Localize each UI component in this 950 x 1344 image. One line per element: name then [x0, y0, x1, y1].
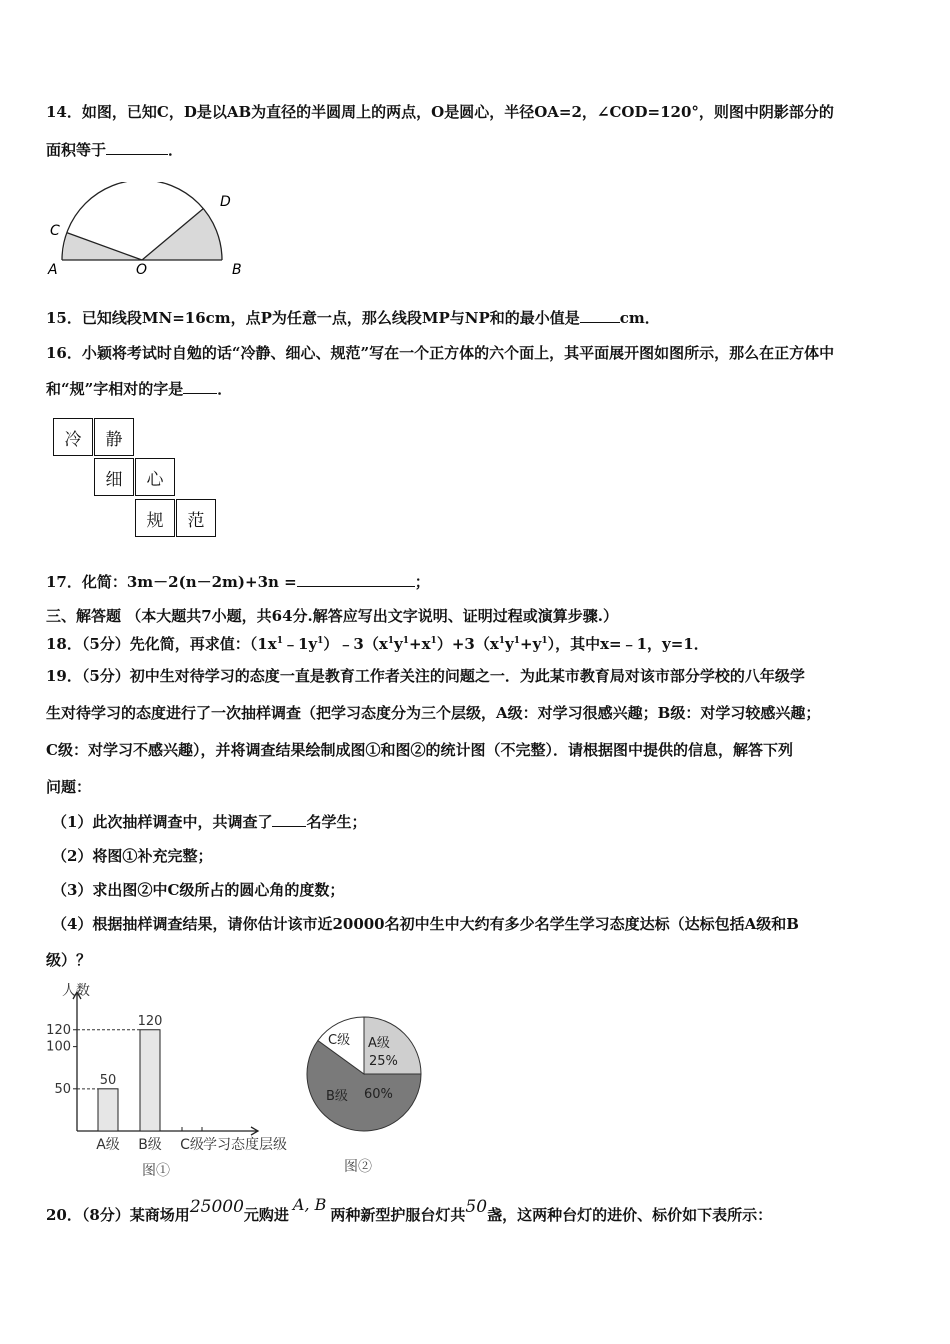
q18-part: y: [394, 635, 403, 653]
pie-chart: [300, 1010, 440, 1140]
q16-line2: [46, 379, 232, 399]
q18-sup: 1: [498, 636, 506, 646]
q15: [46, 308, 660, 328]
q17-end: ；: [414, 573, 430, 591]
q14-line1: 14．如图，已知C，D是以AB为直径的半圆周上的两点，O是圆心，半径OA=2，∠COD=120°，则图中阴影部分的: [46, 103, 834, 121]
point-a: A: [48, 262, 58, 278]
q18-part: ），其中x=﹣1，y=1．: [547, 635, 709, 653]
q14-line2: [46, 140, 183, 160]
q20-part: 盏，这两种台灯的进价、标价如下表所示：: [487, 1206, 773, 1224]
answer-blank: [183, 379, 217, 394]
q16-line1: 16．小颖将考试时自勉的话“冷静、细心、规范”写在一个正方体的六个面上，其平面展开图如图所示，那么在正方体中: [46, 344, 835, 362]
y-tick-label: 100: [46, 1039, 71, 1055]
q18-sup: 1: [387, 636, 395, 646]
q18-sup: 1: [430, 636, 437, 646]
net-cell-4: 心: [135, 458, 175, 496]
q20-part: 元购进: [243, 1206, 289, 1224]
shaded-region-right: [142, 209, 222, 260]
q18-part: ）+3（x: [436, 635, 499, 653]
q18-sup: 1: [276, 636, 283, 646]
q15-text: 15．已知线段MN=16cm，点P为任意一点，那么线段MP与NP和的最小值是: [46, 309, 580, 327]
q19-line4: 问题：: [46, 778, 92, 796]
bar-chart: [40, 978, 320, 1183]
q18-part: +y: [520, 635, 542, 653]
q18-sup: 1: [317, 636, 324, 646]
q17: [46, 572, 430, 592]
net-cell-2: 静: [94, 418, 134, 456]
section-heading: 三、解答题 （本大题共7小题，共64分.解答应写出文字说明、证明过程或演算步骤.）: [46, 607, 618, 625]
bar-2: [140, 1030, 160, 1131]
q20: [46, 1195, 773, 1225]
point-b: B: [232, 262, 242, 278]
net-cell-5: 规: [135, 499, 175, 537]
pie-slice-percent: 25%: [369, 1054, 398, 1069]
answer-blank: [106, 140, 168, 155]
q19-sub2: （2）将图①补充完整；: [52, 847, 213, 865]
q18-part: 18．（5分）先化简，再求值：（1x: [46, 635, 277, 653]
semicircle-figure: [40, 182, 260, 282]
q19-sub1-text: （1）此次抽样调查中，共调查了: [52, 813, 273, 831]
q19-sub1-end: 名学生；: [306, 813, 367, 831]
q19-sub1: [52, 812, 366, 832]
q18-part: ﹣1y: [282, 635, 318, 653]
x-tick-label: A级: [96, 1137, 120, 1153]
q20-count: 50: [465, 1197, 488, 1217]
point-o: O: [136, 262, 148, 278]
point-c: C: [50, 223, 60, 239]
q14-end: ．: [168, 141, 184, 159]
q18-sup: 1: [402, 636, 410, 646]
bar-value-label: 50: [99, 1072, 117, 1088]
q19-sub4b: 级）？: [46, 951, 92, 969]
bar-1: [98, 1089, 118, 1131]
bar-chart-caption: 图①: [142, 1163, 170, 1179]
x-tick-label: B级: [138, 1137, 162, 1153]
q18-sup: 1: [513, 636, 521, 646]
q17-text: 17．化简：3m－2(n－2m)+3n =: [46, 573, 297, 591]
q20-ab: A, B: [292, 1195, 327, 1214]
q19-sub4a: （4）根据抽样调查结果，请你估计该市近20000名初中生中大约有多少名学生学习态度达标（达标包括A级和B: [52, 915, 799, 933]
y-tick-label: 120: [46, 1022, 71, 1038]
y-axis-label: 人数: [62, 983, 90, 999]
q20-part: 两种新型护服台灯共: [330, 1206, 466, 1224]
q18-part: y: [505, 635, 514, 653]
answer-blank: [580, 308, 620, 323]
q18: [46, 631, 709, 654]
net-cell-1: 冷: [53, 418, 93, 456]
pie-slice-label: B级: [326, 1089, 348, 1104]
q20-amount: 25000: [189, 1197, 244, 1217]
net-cell-3: 细: [94, 458, 134, 496]
q18-sup: 1: [541, 636, 548, 646]
answer-blank: [272, 812, 306, 827]
q15-unit: cm．: [619, 309, 660, 327]
point-d: D: [220, 194, 231, 210]
q14-text: 面积等于: [46, 141, 107, 159]
bar-value-label: 120: [137, 1013, 163, 1029]
q19-sub3: （3）求出图②中C级所占的圆心角的度数；: [52, 881, 345, 899]
q18-part: +x: [409, 635, 431, 653]
pie-chart-caption: 图②: [344, 1159, 372, 1175]
q18-part: ）﹣3（x: [323, 635, 388, 653]
pie-slice-label: C级: [328, 1033, 351, 1048]
q19-line3: C级：对学习不感兴趣），并将调查结果绘制成图①和图②的统计图（不完整）．请根据图中提供的信息，解答下列: [46, 741, 793, 759]
y-tick-label: 50: [54, 1081, 71, 1097]
q19-line1: 19．（5分）初中生对待学习的态度一直是教育工作者关注的问题之一．为此某市教育局对该市部分学校的八年级学: [46, 667, 805, 685]
pie-slice-percent: 60%: [364, 1087, 393, 1102]
answer-blank: [297, 572, 415, 587]
q16-text: 和“规”字相对的字是: [46, 380, 184, 398]
x-axis-label: 学习态度层级: [203, 1137, 287, 1153]
q20-part: 20．（8分）某商场用: [46, 1206, 190, 1224]
q16-end: ．: [217, 380, 233, 398]
pie-slice-label: A级: [368, 1036, 390, 1051]
x-tick-label: C级: [180, 1137, 204, 1153]
q19-line2: 生对待学习的态度进行了一次抽样调查（把学习态度分为三个层级，A级：对学习很感兴趣；B级：对学习较感兴趣；: [46, 704, 821, 722]
net-cell-6: 范: [176, 499, 216, 537]
